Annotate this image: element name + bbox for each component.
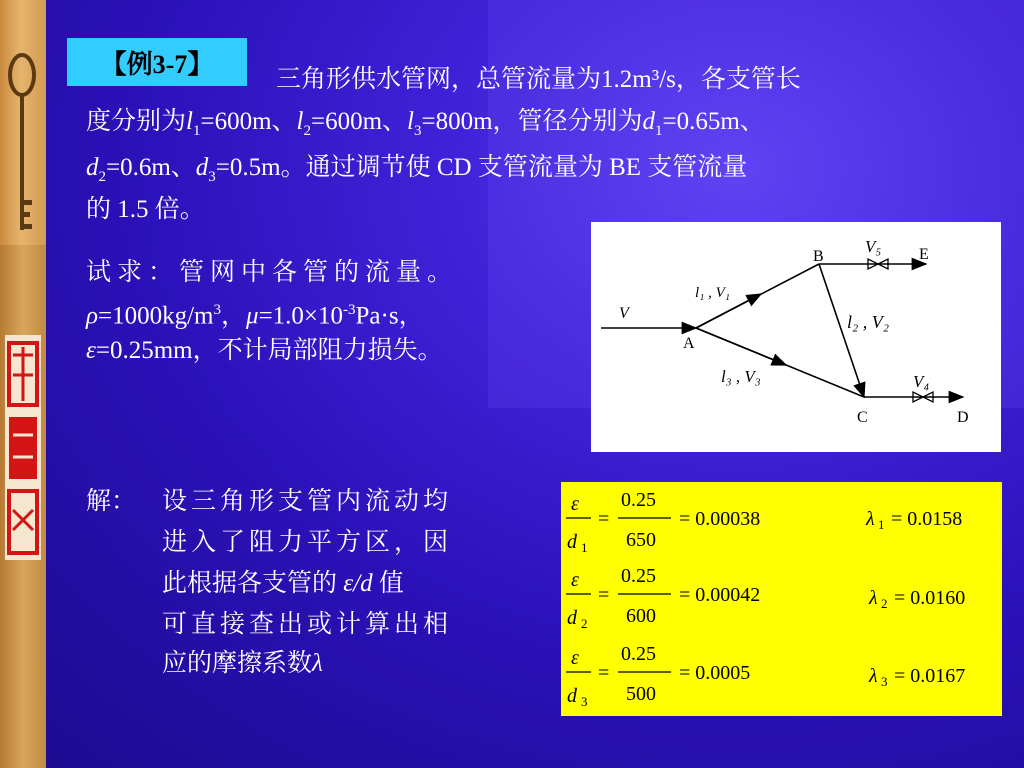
svg-text:2: 2 <box>581 616 588 631</box>
key-icon <box>2 50 42 240</box>
svg-text:d: d <box>567 685 577 707</box>
svg-text:λ: λ <box>869 665 878 687</box>
svg-text:ε: ε <box>571 493 579 515</box>
pipe1-label: l₁ , V₁ <box>695 285 731 301</box>
inflow-label: V <box>619 305 629 322</box>
svg-text:600: 600 <box>626 605 656 627</box>
node-c-label: C <box>857 409 868 426</box>
svg-text:= 0.0160: = 0.0160 <box>894 587 966 609</box>
node-d-label: D <box>957 409 969 426</box>
pipe3-label: l₃ , V₃ <box>721 367 761 386</box>
outflow-e-label: V₅ <box>865 237 882 256</box>
solution-label: 解： <box>86 488 137 515</box>
svg-text:1: 1 <box>581 540 588 555</box>
node-e-label: E <box>919 246 929 263</box>
problem-line-1: 三角形供水管网，总管流量为1.2m³/s，各支管长 <box>276 66 801 93</box>
problem-line-2: 度分别为$l_1=600m$、$l_2=600m$、$l_3=800m$，管径分别为$d_1=0.65m$、 <box>86 108 765 139</box>
node-a-label: A <box>683 335 695 352</box>
solution-line-5: 应的摩擦系数λ <box>162 650 323 677</box>
svg-text:0.25: 0.25 <box>621 643 656 665</box>
formula-row-2 <box>566 565 965 631</box>
svg-text:0.25: 0.25 <box>621 565 656 587</box>
problem-line-3: $d_2=0.6m$、$d_3=0.5m$。通过调节使 CD 支管流量为 BE 支管流量 <box>86 154 748 185</box>
question-line-2: $\rho=1000kg/m^3$，$\mu=1.0\times 10^{-3}Pa\cdot s$， <box>86 302 424 330</box>
svg-text:=: = <box>598 508 610 530</box>
svg-text:ε: ε <box>571 569 579 591</box>
svg-text:d: d <box>567 531 577 553</box>
example-title-label: 【例3-7】 <box>67 38 247 86</box>
svg-text:1: 1 <box>878 517 885 532</box>
svg-text:= 0.0005: = 0.0005 <box>679 662 751 684</box>
svg-text:3: 3 <box>881 674 888 689</box>
question-line-3: ε=0.25mm，不计局部阻力损失。 <box>86 337 443 364</box>
left-decor-strip <box>0 0 46 768</box>
seal-stamp-icon <box>3 335 43 560</box>
solution-line-3: 此根据各支管的 ε/d 值 <box>162 570 404 597</box>
svg-text:=: = <box>598 662 610 684</box>
svg-text:0.25: 0.25 <box>621 489 656 511</box>
svg-text:d: d <box>567 607 577 629</box>
svg-text:= 0.00038: = 0.00038 <box>679 508 761 530</box>
formula-row-3 <box>566 643 965 709</box>
outflow-d-label: V₄ <box>913 372 930 391</box>
svg-text:=: = <box>598 584 610 606</box>
svg-text:λ: λ <box>866 508 875 530</box>
pipe-network-diagram <box>591 222 1001 452</box>
formula-panel <box>561 482 1002 716</box>
solution-line-4: 可直接查出或计算出相 <box>162 611 453 638</box>
svg-text:λ: λ <box>869 587 878 609</box>
formula-row-1 <box>566 489 962 555</box>
svg-text:= 0.00042: = 0.00042 <box>679 584 761 606</box>
svg-text:650: 650 <box>626 529 656 551</box>
problem-line-4: 的 1.5 倍。 <box>86 196 205 223</box>
solution-line-1: 设三角形支管内流动均 <box>162 488 453 515</box>
question-line-1: 试求：管网中各管的流量。 <box>86 259 459 286</box>
svg-text:= 0.0167: = 0.0167 <box>894 665 966 687</box>
pipe2-label: l₂ , V₂ <box>847 312 890 332</box>
solution-line-2: 进入了阻力平方区，因 <box>162 529 453 556</box>
node-b-label: B <box>813 248 824 265</box>
svg-text:2: 2 <box>881 596 888 611</box>
svg-text:3: 3 <box>581 694 588 709</box>
svg-text:ε: ε <box>571 647 579 669</box>
svg-text:500: 500 <box>626 683 656 705</box>
svg-text:= 0.0158: = 0.0158 <box>891 508 963 530</box>
